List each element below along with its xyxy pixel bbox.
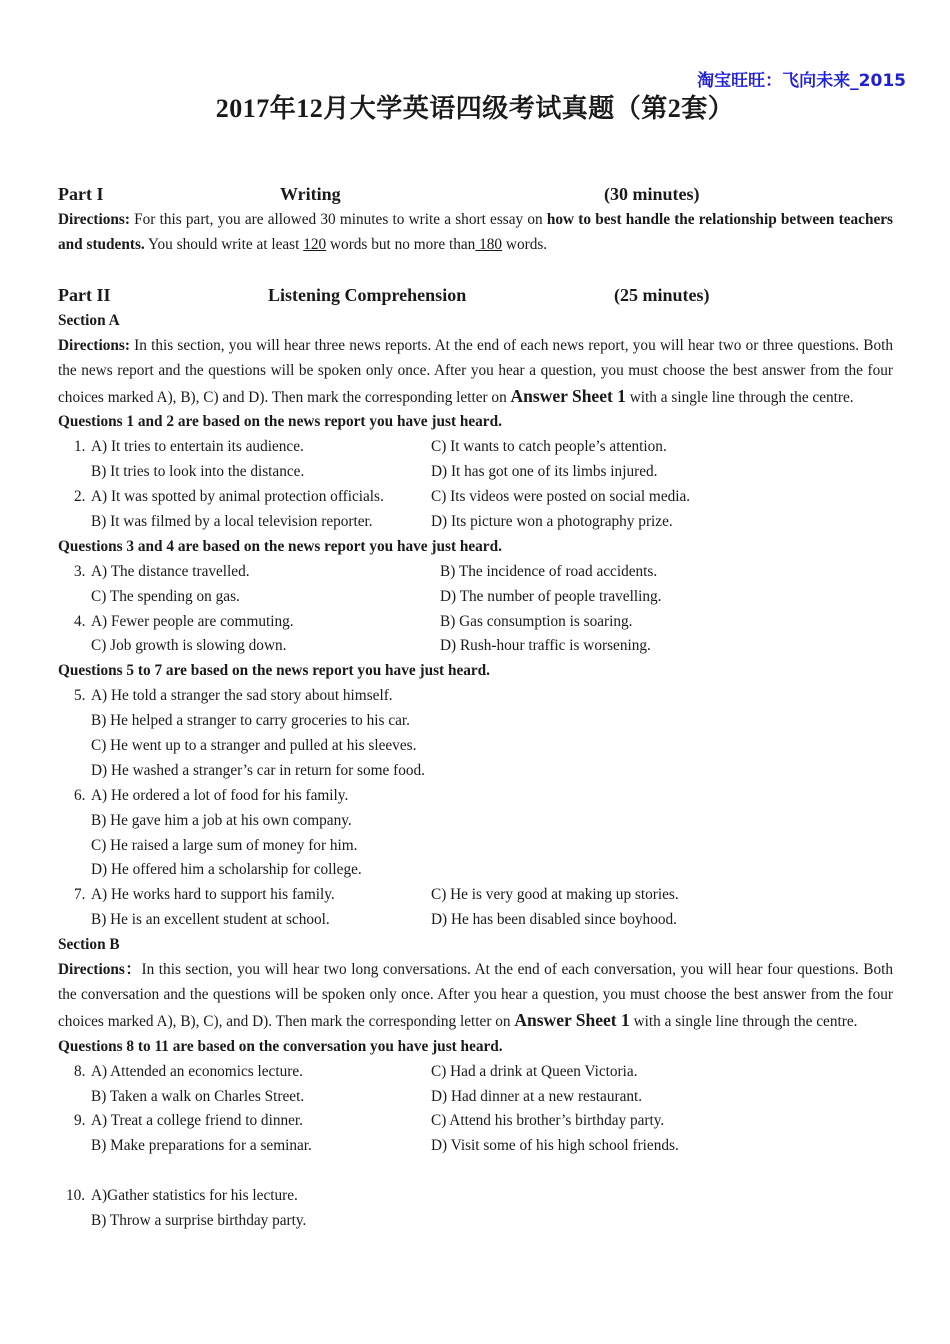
min-words: 120: [303, 235, 327, 253]
question-row: [58, 908, 893, 933]
question-row: [58, 1060, 893, 1085]
option-a: A) It tries to entertain its audience.: [91, 438, 304, 456]
option-b: B) Throw a surprise birthday party.: [91, 1211, 307, 1229]
option-d: D) He offered him a scholarship for college.: [91, 861, 362, 879]
directions-text: For this part, you are allowed 30 minutes to write a short essay on: [129, 211, 547, 228]
question-group-heading: Questions 3 and 4 are based on the news report you have just heard.: [58, 537, 502, 555]
option-b: B) Gas consumption is soaring.: [440, 612, 633, 630]
question-row: [58, 734, 893, 759]
option-c: C) The spending on gas.: [91, 587, 240, 605]
question-number: 3.: [74, 562, 86, 580]
question-number: 2.: [74, 488, 86, 506]
question-row: [58, 634, 893, 659]
section-b-title: Section B: [58, 936, 120, 954]
directions-text: words but no more than: [326, 235, 476, 253]
directions-label: Directions：: [58, 961, 142, 979]
part1-heading: [58, 181, 893, 208]
part2-heading: [58, 282, 893, 309]
question-row: [58, 460, 893, 485]
watermark: 淘宝旺旺：飞向未来_2015: [697, 71, 906, 91]
option-d: D) He has been disabled since boyhood.: [431, 911, 677, 929]
option-b: B) It was filmed by a local television reporter.: [91, 512, 373, 530]
question-row: [58, 883, 893, 908]
option-b: B) Taken a walk on Charles Street.: [91, 1087, 305, 1105]
option-b: B) He helped a stranger to carry groceries to his car.: [91, 712, 410, 730]
page-title: 2017年12月大学英语四级考试真题（第2套）: [215, 94, 735, 123]
option-c: C) It wants to catch people’s attention.: [431, 438, 667, 456]
option-a: A) Treat a college friend to dinner.: [91, 1112, 303, 1130]
option-c: C) Job growth is slowing down.: [91, 637, 287, 655]
question-number: 9.: [74, 1112, 86, 1130]
question-row: [58, 1085, 893, 1110]
directions-label: Directions:: [58, 211, 130, 228]
essay-topic: how to best handle the relationship between teachers and students.: [58, 211, 893, 253]
question-row: [58, 1109, 893, 1134]
part1-name: Writing: [280, 184, 341, 204]
section-b-directions: [58, 958, 893, 1035]
question-row: [58, 585, 893, 610]
option-c: C) Attend his brother’s birthday party.: [431, 1112, 665, 1130]
option-c: C) He went up to a stranger and pulled at his sleeves.: [91, 737, 417, 754]
directions-text: words.: [502, 235, 548, 253]
question-row: [58, 560, 893, 585]
question-group-heading: Questions 8 to 11 are based on the conversation you have just heard.: [58, 1037, 503, 1055]
exam-content: [58, 181, 893, 1234]
option-d: D) Rush-hour traffic is worsening.: [440, 637, 651, 655]
question-row: [58, 684, 893, 709]
question-group-heading: Questions 1 and 2 are based on the news report you have just heard.: [58, 413, 502, 431]
part2-label: Part II: [58, 284, 111, 305]
question-row: [58, 610, 893, 635]
option-c: C) He is very good at making up stories.: [431, 886, 679, 904]
option-b: B) It tries to look into the distance.: [91, 463, 305, 481]
question-row: [58, 1134, 893, 1159]
option-d: D) Its picture won a photography prize.: [431, 512, 673, 530]
question-number: 5.: [74, 687, 86, 705]
part1-time: (30 minutes): [604, 184, 700, 204]
option-d: D) He washed a stranger’s car in return for some food.: [91, 761, 426, 779]
answer-sheet-ref: Answer Sheet 1: [510, 385, 626, 406]
part2-time: (25 minutes): [614, 284, 710, 305]
question-group-heading: Questions 5 to 7 are based on the news report you have just heard.: [58, 662, 491, 680]
directions-text: In this section, you will hear two long conversations. At the end of each conversation, you will hear four questions. Both the conversation and the questions will be spoken only once. After you hear a question, you must choose the best answer from the four choices marked A), B), C), and D). Then mark the corresponding letter on: [58, 961, 894, 1030]
question-row: [58, 510, 893, 535]
option-b: B) The incidence of road accidents.: [440, 562, 658, 580]
question-row: [58, 784, 893, 809]
option-d: D) The number of people travelling.: [440, 587, 662, 605]
question-row: [58, 858, 893, 883]
max-words: 180: [475, 235, 503, 253]
question-row: [58, 1209, 893, 1234]
option-a: A) Fewer people are commuting.: [91, 612, 294, 630]
option-d: D) Visit some of his high school friends.: [431, 1137, 679, 1155]
directions-text: You should write at least: [144, 235, 304, 253]
question-row: [58, 485, 893, 510]
question-row: [58, 809, 893, 834]
option-a: A) It was spotted by animal protection officials.: [91, 488, 384, 506]
question-number: 8.: [74, 1062, 86, 1080]
question-number: 4.: [74, 612, 86, 630]
directions-label: Directions:: [58, 336, 130, 354]
question-row: [58, 759, 893, 784]
question-row: [58, 834, 893, 859]
option-a: A) He ordered a lot of food for his family.: [91, 786, 349, 804]
option-b: B) He is an excellent student at school.: [91, 911, 330, 929]
section-a-directions: [58, 334, 893, 411]
part2-name: Listening Comprehension: [268, 284, 467, 305]
part1-label: Part I: [58, 184, 104, 204]
option-b: B) Make preparations for a seminar.: [91, 1137, 312, 1155]
option-c: C) He raised a large sum of money for him.: [91, 836, 358, 854]
question-row: [58, 435, 893, 460]
option-a: A) He told a stranger the sad story about himself.: [91, 687, 393, 705]
directions-text: In this section, you will hear three news reports. At the end of each news report, you will hear two or three questions. Both the news report and the questions will be spoken only once. After you hear a question, you must choose the best answer from the four choices marked A), B), C) and D). Then mark the corresponding letter on: [58, 336, 893, 406]
part1-directions: [58, 208, 893, 258]
option-c: C) Had a drink at Queen Victoria.: [431, 1062, 638, 1080]
option-d: D) Had dinner at a new restaurant.: [431, 1087, 643, 1105]
answer-sheet-ref: Answer Sheet 1: [514, 1009, 630, 1030]
question-number: 6.: [74, 786, 86, 804]
option-a: A) The distance travelled.: [91, 562, 250, 580]
directions-text: with a single line through the centre.: [629, 1012, 858, 1030]
section-a-title: Section A: [58, 311, 120, 329]
question-number: 1.: [74, 438, 86, 456]
option-a: A) Attended an economics lecture.: [91, 1062, 303, 1080]
question-number: 10.: [66, 1187, 86, 1205]
directions-text: with a single line through the centre.: [625, 388, 854, 406]
option-c: C) Its videos were posted on social media.: [431, 488, 691, 506]
option-b: B) He gave him a job at his own company.: [91, 811, 352, 829]
option-a: A)Gather statistics for his lecture.: [91, 1187, 298, 1205]
question-row: [58, 1184, 893, 1209]
option-a: A) He works hard to support his family.: [91, 886, 335, 904]
question-row: [58, 709, 893, 734]
question-number: 7.: [74, 886, 86, 904]
option-d: D) It has got one of its limbs injured.: [431, 463, 658, 481]
